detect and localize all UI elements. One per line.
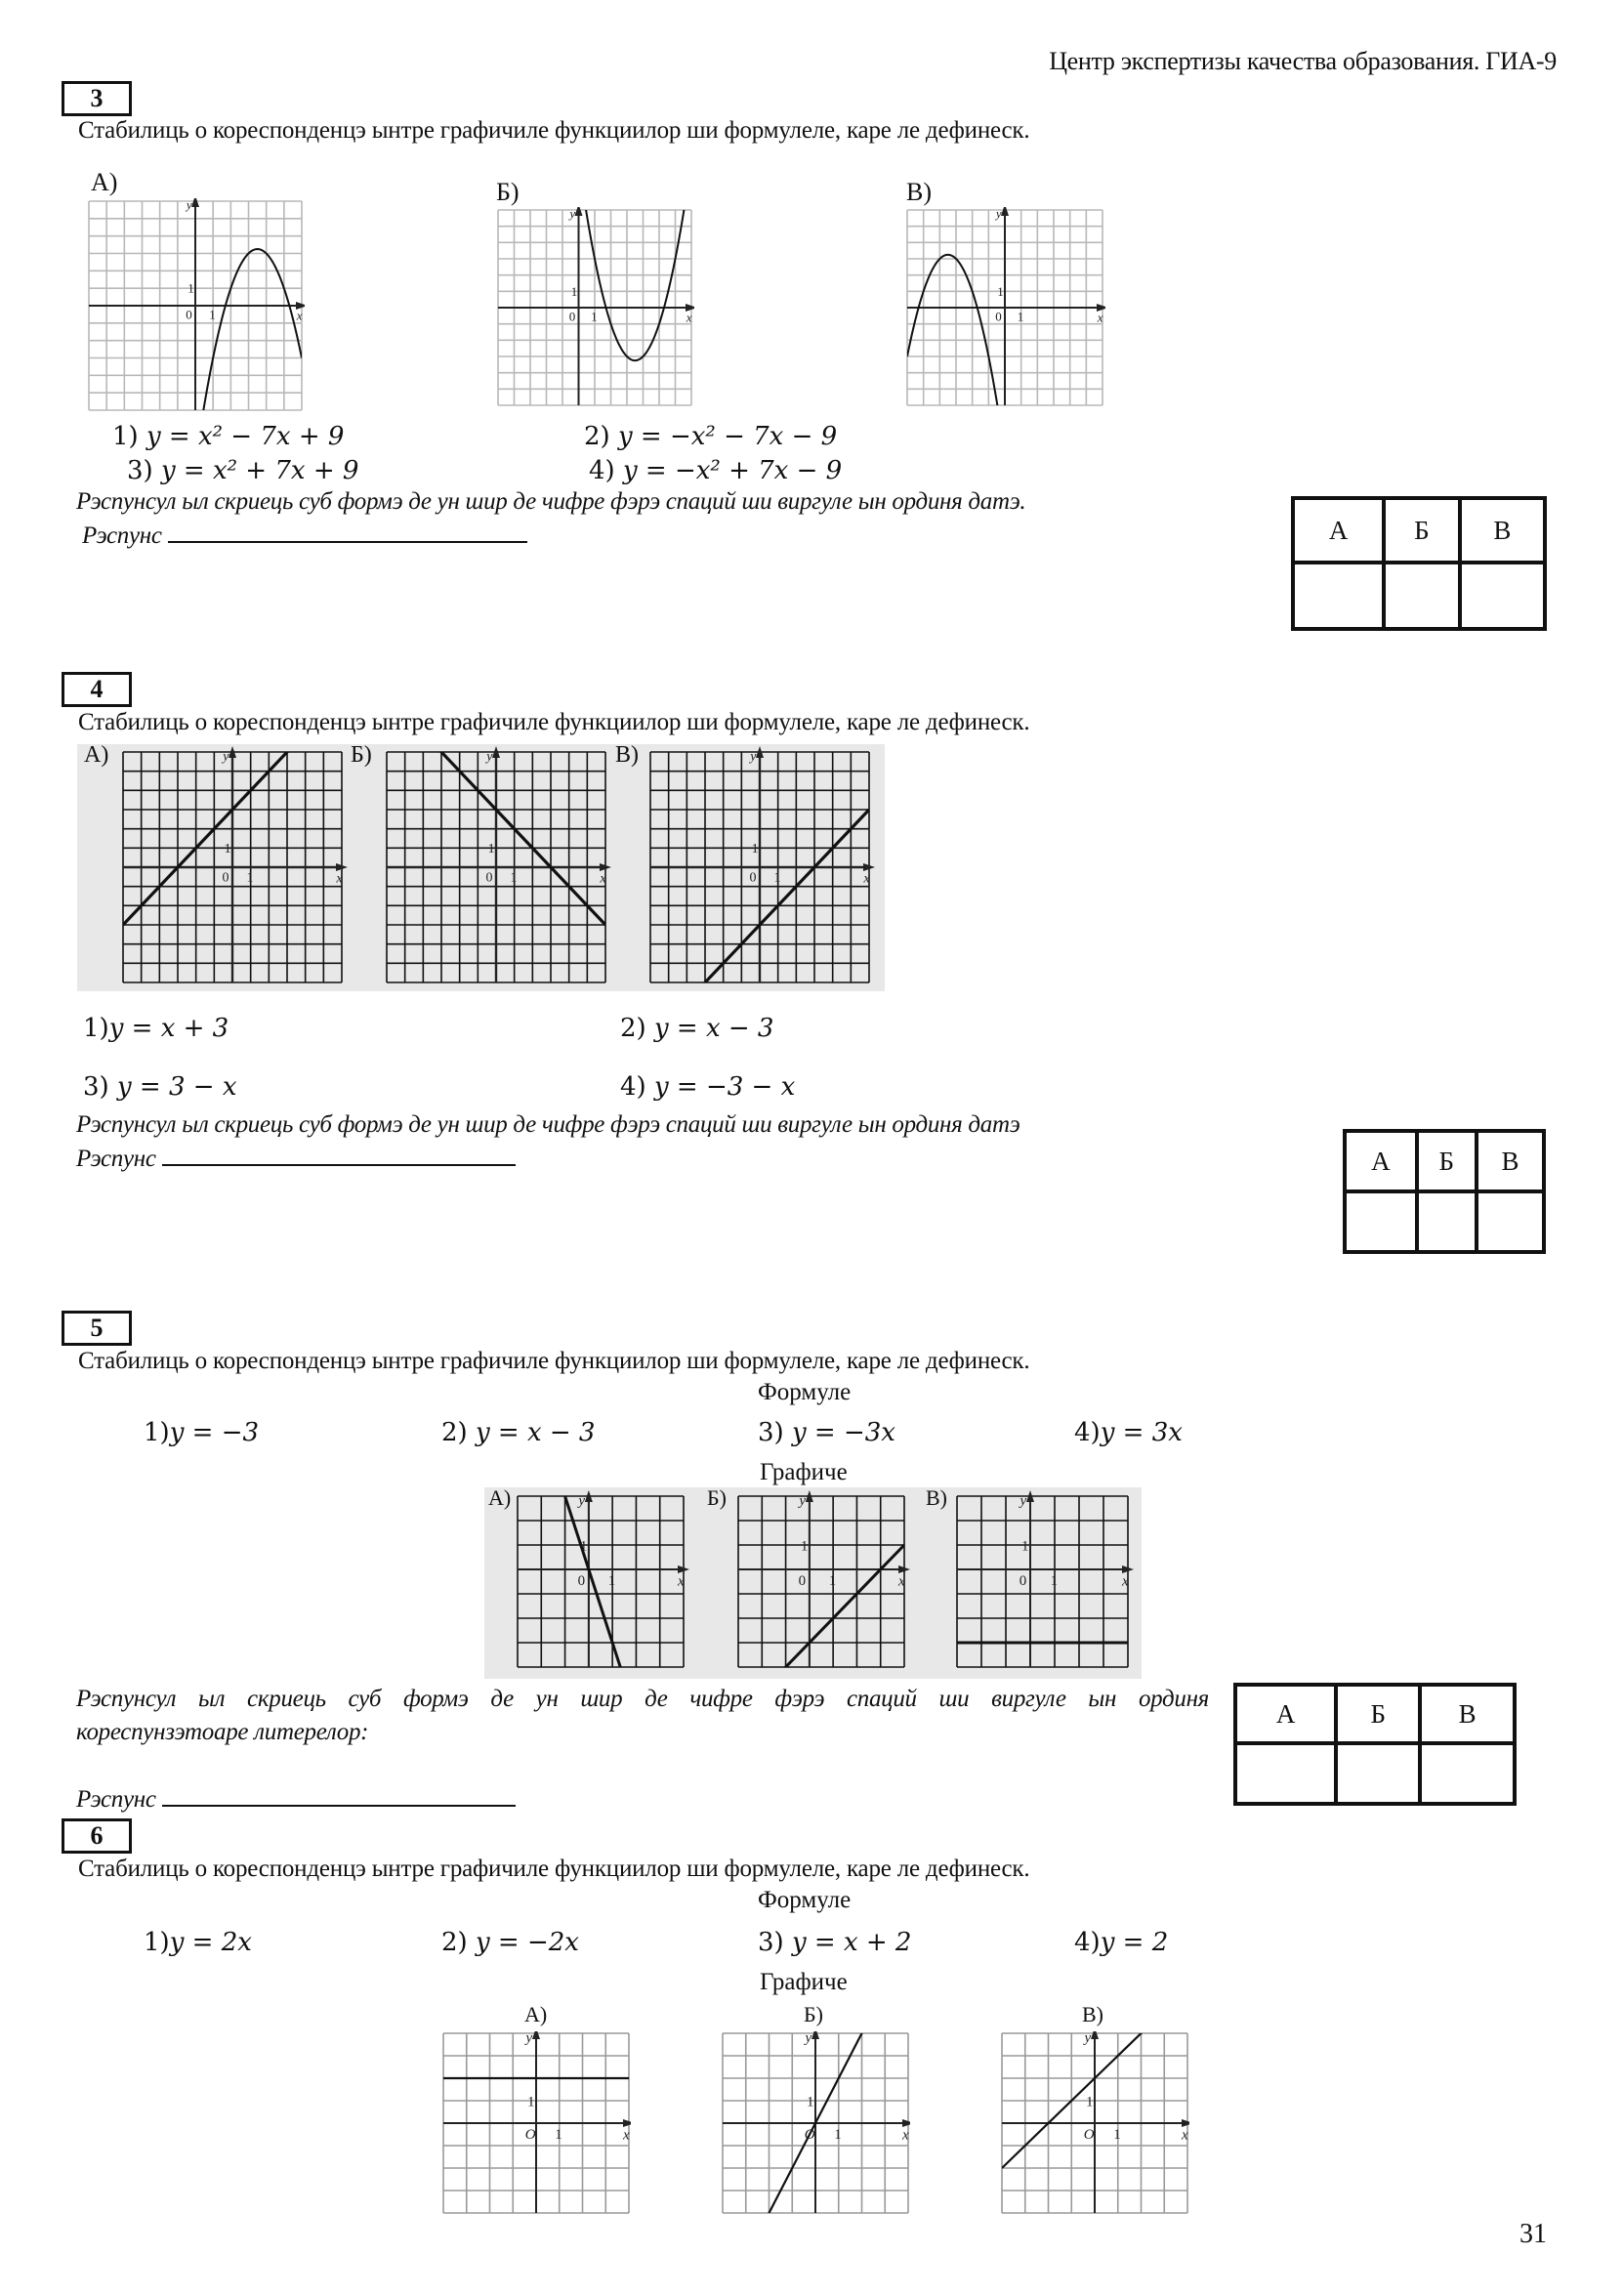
task-number-4: 4 <box>62 672 132 707</box>
t3-answer-table <box>1291 496 1547 631</box>
t4-formula-1: 1)y = x + 3 <box>83 1014 229 1043</box>
t4-graph-a <box>115 744 350 990</box>
origin-label: 0 <box>485 870 493 886</box>
task-6-text: Стабилиць о кореспонденцэ ынтре графичиле функциилор ши формулеле, каре ле дефинеск. <box>78 1856 1030 1882</box>
t3-answer-cell-b[interactable] <box>1384 563 1459 629</box>
t5-graph-b <box>728 1486 914 1677</box>
t4-formula-3: 3) y = 3 − x <box>83 1072 237 1102</box>
x-axis-label: x <box>336 871 343 887</box>
y-axis-arrow-icon <box>575 207 583 216</box>
x-axis-label: x <box>623 2127 630 2144</box>
t4-table-header-c: В <box>1477 1131 1544 1191</box>
t4-formula-2: 2) y = x − 3 <box>620 1014 774 1043</box>
t4-instruction: Рэспунсул ыл скриець суб формэ де ун шир де чифре фэрэ спаций ши виргуле ын ординя датэ <box>76 1111 1020 1138</box>
y-axis-label: y <box>525 2031 533 2046</box>
t4-answer-label: Рэспунс <box>76 1146 156 1172</box>
t3-table-header-a: А <box>1293 498 1384 563</box>
y-unit-label: 1 <box>997 283 1004 299</box>
origin-label: 0 <box>798 1572 807 1589</box>
t5-table-header-b: Б <box>1336 1685 1420 1743</box>
t6-graph-a <box>441 2031 631 2215</box>
y-unit-label: 1 <box>224 842 231 857</box>
t3-instruction: Рэспунсул ыл скриець суб формэ де ун шир де чифре фэрэ спаций ши виргуле ын ординя датэ. <box>76 488 1026 515</box>
t6-formula-3: 3) y = x + 2 <box>758 1928 912 1957</box>
t5-formula-4: 4)y = 3x <box>1074 1418 1183 1447</box>
y-unit-label: 1 <box>579 1538 588 1555</box>
t3-graph-c-label: В) <box>906 178 932 206</box>
t6-formula-4: 4)y = 2 <box>1074 1928 1169 1957</box>
task-4-text: Стабилиць о кореспонденцэ ынтре графичиле функциилор ши формулеле, каре ле дефинеск. <box>78 709 1030 735</box>
function-line <box>518 1486 684 1677</box>
x-unit-label: 1 <box>607 1572 616 1589</box>
y-unit-label: 1 <box>751 842 759 857</box>
y-axis-arrow-icon <box>532 2031 540 2039</box>
t4-graph-b-label: Б) <box>351 742 372 768</box>
t5-instruction-line1: Рэспунсул ыл скриець суб формэ де ун шир де чифре фэрэ спаций ши виргуле ын ординя <box>76 1686 1209 1712</box>
origin-label: 0 <box>186 307 192 322</box>
t3-graph-a <box>86 198 305 413</box>
x-axis-label: x <box>898 1573 905 1590</box>
y-unit-label: 1 <box>570 283 578 299</box>
t5-answer-field[interactable] <box>76 1783 516 1814</box>
y-axis-arrow-icon <box>812 2031 819 2039</box>
y-axis-label: y <box>1084 2031 1092 2046</box>
t5-graph-a <box>508 1486 693 1677</box>
t5-formula-3: 3) y = −3x <box>758 1418 895 1447</box>
task-3-text: Стабилиць о кореспонденцэ ынтре графичиле функциилор ши формулеле, каре ле дефинеск. <box>78 117 1030 144</box>
t6-graph-b-label: Б) <box>804 2002 823 2026</box>
t5-formula-2: 2) y = x − 3 <box>441 1418 596 1447</box>
t3-answer-cell-a[interactable] <box>1293 563 1384 629</box>
t6-formulas-heading: Формуле <box>758 1887 852 1913</box>
t3-answer-line[interactable] <box>168 520 527 543</box>
y-axis-label: y <box>569 207 576 221</box>
y-axis-label: y <box>995 207 1002 221</box>
origin-label: 0 <box>1019 1572 1027 1589</box>
page-header: Центр экспертизы качества образования. ГИА-9 <box>1049 47 1557 75</box>
t6-graphs-heading: Графиче <box>760 1969 848 1995</box>
t5-answer-table <box>1233 1683 1517 1806</box>
t6-graph-c <box>1000 2031 1189 2215</box>
t5-table-header-a: А <box>1235 1685 1336 1743</box>
y-unit-label: 1 <box>807 2094 814 2110</box>
t4-graph-c <box>643 744 877 990</box>
t6-graph-c-label: В) <box>1082 2002 1103 2026</box>
y-unit-label: 1 <box>1086 2094 1094 2110</box>
t5-formula-1: 1)y = −3 <box>144 1418 260 1447</box>
t4-answer-field[interactable] <box>76 1143 516 1173</box>
page-number: 31 <box>1519 2219 1547 2249</box>
t5-answer-label: Рэспунс <box>76 1786 156 1813</box>
t5-graph-b-label: Б) <box>707 1485 727 1510</box>
y-unit-label: 1 <box>487 842 495 857</box>
t3-formula-3: 3) y = x² + 7x + 9 <box>127 456 359 485</box>
y-axis-arrow-icon <box>191 198 199 207</box>
t4-table-header-a: А <box>1345 1131 1417 1191</box>
x-unit-label: 1 <box>555 2126 562 2143</box>
x-axis-label: x <box>1122 1573 1129 1590</box>
y-axis-label: y <box>750 749 757 765</box>
t5-graph-c-label: В) <box>926 1485 947 1510</box>
t4-answer-cell-c[interactable] <box>1477 1191 1544 1252</box>
y-unit-label: 1 <box>187 280 194 296</box>
function-line <box>738 1545 904 1677</box>
origin-label: 0 <box>568 309 576 324</box>
t3-graph-a-label: А) <box>91 168 118 196</box>
x-axis-label: x <box>686 310 692 325</box>
origin-label: 0 <box>749 870 757 886</box>
t4-answer-table <box>1343 1129 1546 1254</box>
t3-formula-4: 4) y = −x² + 7x − 9 <box>589 456 843 485</box>
t5-table-header-c: В <box>1420 1685 1515 1743</box>
origin-label: 0 <box>577 1572 586 1589</box>
t3-graph-c <box>904 207 1105 408</box>
x-axis-label: x <box>600 871 606 887</box>
x-unit-label: 1 <box>1113 2126 1121 2143</box>
origin-label: O <box>1083 2126 1095 2143</box>
t4-table-header-b: Б <box>1417 1131 1477 1191</box>
t3-answer-cell-c[interactable] <box>1460 563 1545 629</box>
t3-answer-field[interactable] <box>82 520 527 550</box>
t4-answer-cell-b[interactable] <box>1417 1191 1477 1252</box>
y-axis-label: y <box>186 198 192 212</box>
t6-graph-a-label: А) <box>524 2002 548 2026</box>
origin-label: 0 <box>222 870 229 886</box>
x-unit-label: 1 <box>591 309 598 324</box>
t3-graph-b-label: Б) <box>496 178 520 206</box>
t4-formula-4: 4) y = −3 − x <box>620 1072 796 1102</box>
t3-formula-2: 2) y = −x² − 7x − 9 <box>584 422 838 451</box>
t5-graphs-heading: Графиче <box>760 1459 848 1485</box>
x-unit-label: 1 <box>834 2126 842 2143</box>
x-unit-label: 1 <box>773 870 781 886</box>
t5-graph-a-label: А) <box>488 1485 512 1510</box>
y-axis-label: y <box>223 749 229 765</box>
y-axis-label: y <box>486 749 493 765</box>
x-axis-label: x <box>296 308 303 323</box>
x-unit-label: 1 <box>828 1572 837 1589</box>
origin-label: 0 <box>995 309 1002 324</box>
t6-formula-1: 1)y = 2x <box>144 1928 252 1957</box>
x-axis-label: x <box>863 871 870 887</box>
x-unit-label: 1 <box>510 870 518 886</box>
t3-graph-b <box>495 207 694 408</box>
task-number-3: 3 <box>62 81 132 116</box>
t4-graph-a-label: А) <box>84 742 109 768</box>
t5-formulas-heading: Формуле <box>758 1379 852 1405</box>
task-5-text: Стабилиць о кореспонденцэ ынтре графичиле функциилор ши формулеле, каре ле дефинеск. <box>78 1348 1030 1374</box>
t6-graph-b <box>721 2031 910 2215</box>
t4-answer-line[interactable] <box>162 1143 516 1166</box>
y-axis-label: y <box>805 2031 812 2046</box>
t5-graph-c <box>947 1486 1138 1677</box>
t4-graph-c-label: В) <box>615 742 639 768</box>
t5-instruction-line2: кореспунзэтоаре литерелор: <box>76 1719 369 1745</box>
y-axis-arrow-icon <box>1091 2031 1099 2039</box>
y-unit-label: 1 <box>527 2094 535 2110</box>
y-unit-label: 1 <box>800 1538 809 1555</box>
t5-answer-cell-a[interactable] <box>1235 1743 1336 1804</box>
x-unit-label: 1 <box>1050 1572 1058 1589</box>
t3-answer-label: Рэспунс <box>82 522 162 549</box>
y-unit-label: 1 <box>1021 1538 1029 1555</box>
task-number-5: 5 <box>62 1311 132 1346</box>
y-axis-label: y <box>578 1493 586 1509</box>
t3-table-header-c: В <box>1460 498 1545 563</box>
y-axis-arrow-icon <box>1001 207 1009 216</box>
task-number-6: 6 <box>62 1818 132 1854</box>
t4-graph-b <box>379 744 613 990</box>
t5-answer-cell-b[interactable] <box>1336 1743 1420 1804</box>
origin-label: O <box>524 2126 536 2143</box>
x-unit-label: 1 <box>209 307 216 322</box>
x-axis-label: x <box>678 1573 685 1590</box>
x-unit-label: 1 <box>1017 309 1024 324</box>
x-axis-label: x <box>1097 310 1103 325</box>
x-axis-label: x <box>1182 2127 1188 2144</box>
t3-formula-1: 1) y = x² − 7x + 9 <box>112 422 345 451</box>
y-axis-label: y <box>799 1493 807 1509</box>
t4-answer-cell-a[interactable] <box>1345 1191 1417 1252</box>
t5-answer-line[interactable] <box>162 1783 516 1807</box>
y-axis-label: y <box>1020 1493 1027 1509</box>
x-unit-label: 1 <box>246 870 254 886</box>
x-axis-arrow-icon <box>1182 2119 1189 2127</box>
t5-answer-cell-c[interactable] <box>1420 1743 1515 1804</box>
t6-formula-2: 2) y = −2x <box>441 1928 579 1957</box>
t3-table-header-b: Б <box>1384 498 1459 563</box>
x-axis-label: x <box>902 2127 909 2144</box>
origin-label: O <box>804 2126 815 2143</box>
